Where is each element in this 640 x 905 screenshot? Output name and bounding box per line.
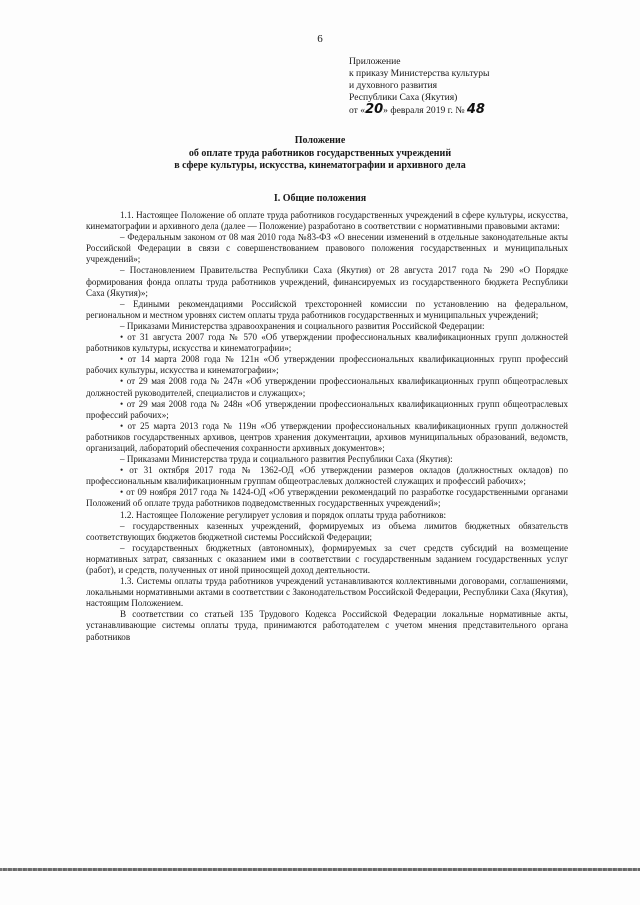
handwritten-day: 20 (365, 102, 384, 117)
paragraph: • от 31 октября 2017 года № 1362-ОД «Об утверждении размеров окладов (должностных окладов) по профессиональным квалификационным группам общеотраслевых должностей служащих и профессий рабочих»; (86, 465, 568, 487)
paragraph: • от 29 мая 2008 года № 247н «Об утверждении профессиональных квалификационных групп общеотраслевых должностей руководителей, специалистов и служащих»; (86, 376, 568, 398)
paragraph: – государственных бюджетных (автономных), формируемых за счет средств субсидий на возмещение нормативных затрат, связанных с оказанием ими в соответствии с государственным заданием государственных услуг (работ), и средств, полученных от иной приносящей доход деятельности. (86, 542, 568, 575)
paragraph: • от 31 августа 2007 года № 570 «Об утверждении профессиональных квалификационных групп должностей работников культуры, искусства и кинематографии»; (86, 332, 568, 354)
paragraph: – Приказами Министерства здравоохранения и социального развития Российской Федерации: (120, 320, 485, 331)
paragraph: 1.3. Системы оплаты труда работников учреждений устанавливаются коллективными договорами, соглашениями, локальными нормативными актами в соответствии с Законодательством Российской Федерации, Республики Саха (Якутия), настоящим Положением. (86, 576, 568, 609)
appendix-line-2: к приказу Министерства культуры (349, 68, 490, 79)
title-line-1: Положение (294, 135, 346, 146)
appendix-date-line (349, 104, 489, 117)
appendix-line-4: Республики Саха (Якутия) (349, 92, 458, 103)
paragraph: • от 25 марта 2013 года № 119н «Об утверждении профессиональных квалификационных групп должностей работников государственных архивов, центров хранения документации, архивов муниципальных образований, ведомств, организаций, лабораторий обеспечения сохранности архивных документов»; (86, 420, 568, 453)
title-line-2: об оплате труда работников государственных учреждений (188, 147, 452, 159)
paragraph: В соответствии со статьей 135 Трудового Кодекса Российской Федерации локальные нормативные акты, устанавливающие системы оплаты труда, принимаются работодателем с учетом мнения представительного органа работников (86, 609, 568, 642)
paragraph: • от 29 мая 2008 года № 248н «Об утверждении профессиональных квалификационных групп общеотраслевых профессий рабочих»; (86, 398, 568, 420)
paragraph: • от 09 ноября 2017 года № 1424-ОД «Об утверждении рекомендаций по разработке государственными органами Положений об оплате труда работников подведомственных государственных учреждений»; (86, 487, 568, 509)
section-heading: I. Общие положения (273, 193, 367, 204)
document-title (60, 135, 580, 173)
appendix-line-1: Приложение (349, 56, 401, 67)
appendix-line-3: и духовного развития (349, 80, 438, 91)
appendix-block (349, 56, 489, 117)
scan-edge-line (0, 868, 640, 871)
paragraph: – Федеральным законом от 08 мая 2010 года №83-ФЗ «О внесении изменений в отдельные законодательные акты Российской Федерации в связи с совершенствованием правового положения государственных и муниципальных учреждений»; (86, 232, 568, 265)
paragraph: – государственных казенных учреждений, формируемых из объема лимитов бюджетных обязательств соответствующих бюджетов бюджетной системы Российской Федерации; (86, 520, 568, 542)
paragraph: – Постановлением Правительства Республики Саха (Якутия) от 28 августа 2017 года № 290 «О Порядке формирования фонда оплаты труда работников учреждений, финансируемых из государственного бюджета Республики Саха (Якутия)»; (86, 265, 568, 298)
paragraph: 1.2. Настоящее Положение регулирует условия и порядок оплаты труда работников: (120, 509, 447, 520)
paragraph: • от 14 марта 2008 года № 121н «Об утверждении профессиональных квалификационных групп профессий рабочих культуры, искусства и кинематографии»; (86, 354, 568, 376)
date-suffix: » февраля 2019 г. № (383, 105, 465, 116)
date-prefix: от « (349, 105, 366, 116)
document-body (86, 210, 568, 643)
title-line-3: в сфере культуры, искусства, кинематографии и архивного дела (174, 160, 466, 171)
handwritten-number: 48 (466, 102, 485, 117)
paragraph: – Приказами Министерства труда и социального развития Республики Саха (Якутия): (120, 454, 453, 465)
paragraph: – Едиными рекомендациями Российской трехсторонней комиссии по установлению на федеральном, региональном и местном уровнях систем оплаты труда работников государственных и муниципальных учреждений; (86, 298, 568, 320)
page-number: 6 (317, 33, 323, 45)
paragraph: 1.1. Настоящее Положение об оплате труда работников государственных учреждений в сфере культуры, искусства, кинематографии и архивного дела (далее — Положение) разработано в соответствии с нормативными правовыми актами: (86, 210, 568, 232)
